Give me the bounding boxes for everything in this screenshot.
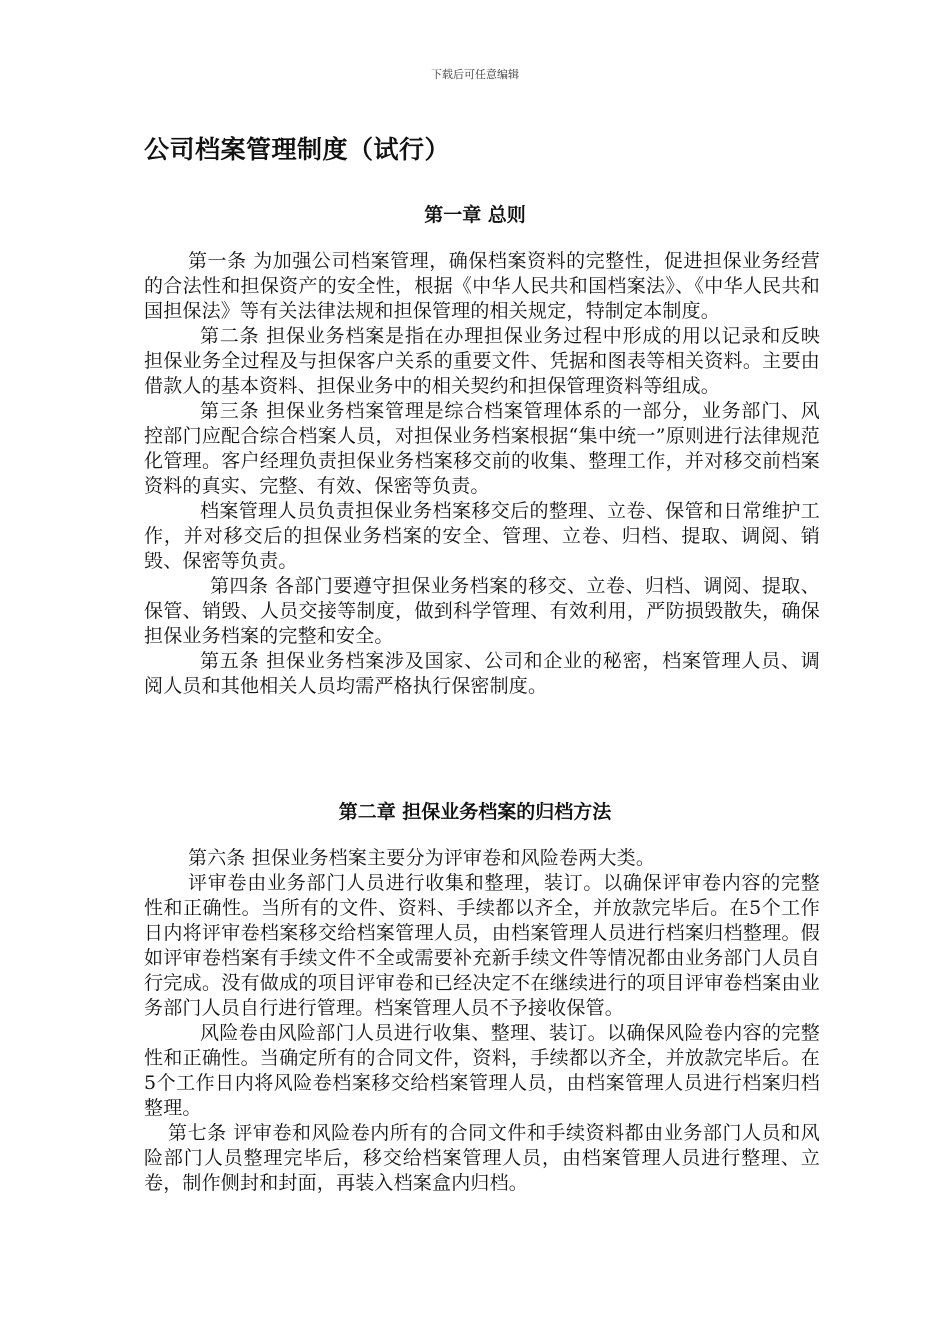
risk-volume-paragraph: 风险卷由风险部门人员进行收集、整理、装订。以确保风险卷内容的完整性和正确性。当确定所有的合同文件，资料，手续都以齐全，并放款完毕后。在5个工作日内将风险卷档案移交给档案管理人员，由档案管理人员进行档案归档整理。 xyxy=(144,1022,820,1119)
article-4-paragraph: 第四条 各部门要遵守担保业务档案的移交、立卷、归档、调阅、提取、保管、销毁、人员交接等制度，做到科学管理、有效利用，严防损毁散失，确保担保业务档案的完整和安全。 xyxy=(144,575,820,647)
review-volume-paragraph: 评审卷由业务部门人员进行收集和整理，装订。以确保评审卷内容的完整性和正确性。当所有的文件、资料、手续都以齐全，并放款完毕后。在5个工作日内将评审卷档案移交给档案管理人员，由档案管理人员进行档案归档整理。假如评审卷档案有手续文件不全或需要补充新手续文件等情况都由业务部门人员自行完成。没有做成的项目评审卷和已经决定不在继续进行的项目评审卷档案由业务部门人员自行进行管理。档案管理人员不予接收保管。 xyxy=(144,872,820,1019)
article-7-paragraph: 第七条 评审卷和风险卷内所有的合同文件和手续资料都由业务部门人员和风险部门人员整理完毕后，移交给档案管理人员，由档案管理人员进行整理、立卷，制作侧封和封面，再装入档案盒内归档。 xyxy=(144,1122,820,1194)
article-2-paragraph: 第二条 担保业务档案是指在办理担保业务过程中形成的用以记录和反映担保业务全过程及与担保客户关系的重要文件、凭据和图表等相关资料。主要由借款人的基本资料、担保业务中的相关契约和担保管理资料等组成。 xyxy=(144,325,820,397)
header-note: 下载后可任意编辑 xyxy=(431,68,519,81)
chapter-1-title: 第一章 总则 xyxy=(424,204,526,226)
article-3-paragraph: 第三条 担保业务档案管理是综合档案管理体系的一部分，业务部门、风控部门应配合综合档案人员，对担保业务档案根据“集中统一”原则进行法律规范化管理。客户经理负责担保业务档案移交前的收集、整理工作，并对移交前档案资料的真实、完整、有效、保密等负责。 xyxy=(144,400,820,497)
archive-staff-duty-paragraph: 档案管理人员负责担保业务档案移交后的整理、立卷、保管和日常维护工作，并对移交后的担保业务档案的安全、管理、立卷、归档、提取、调阅、销毁、保密等负责。 xyxy=(144,500,820,572)
article-6-paragraph: 第六条 担保业务档案主要分为评审卷和风险卷两大类。 xyxy=(188,847,656,869)
chapter-2-title: 第二章 担保业务档案的归档方法 xyxy=(338,801,612,823)
chapter-1-body xyxy=(144,249,820,699)
article-1-paragraph: 第一条 为加强公司档案管理，确保档案资料的完整性，促进担保业务经营的合法性和担保资产的安全性，根据《中华人民共和国档案法》、《中华人民共和国担保法》等有关法律法规和担保管理的相关规定，特制定本制度。 xyxy=(144,250,820,322)
article-5-paragraph: 第五条 担保业务档案涉及国家、公司和企业的秘密，档案管理人员、调阅人员和其他相关人员均需严格执行保密制度。 xyxy=(144,650,820,697)
document-title: 公司档案管理制度（试行） xyxy=(144,135,451,164)
chapter-2-body xyxy=(144,846,820,1196)
